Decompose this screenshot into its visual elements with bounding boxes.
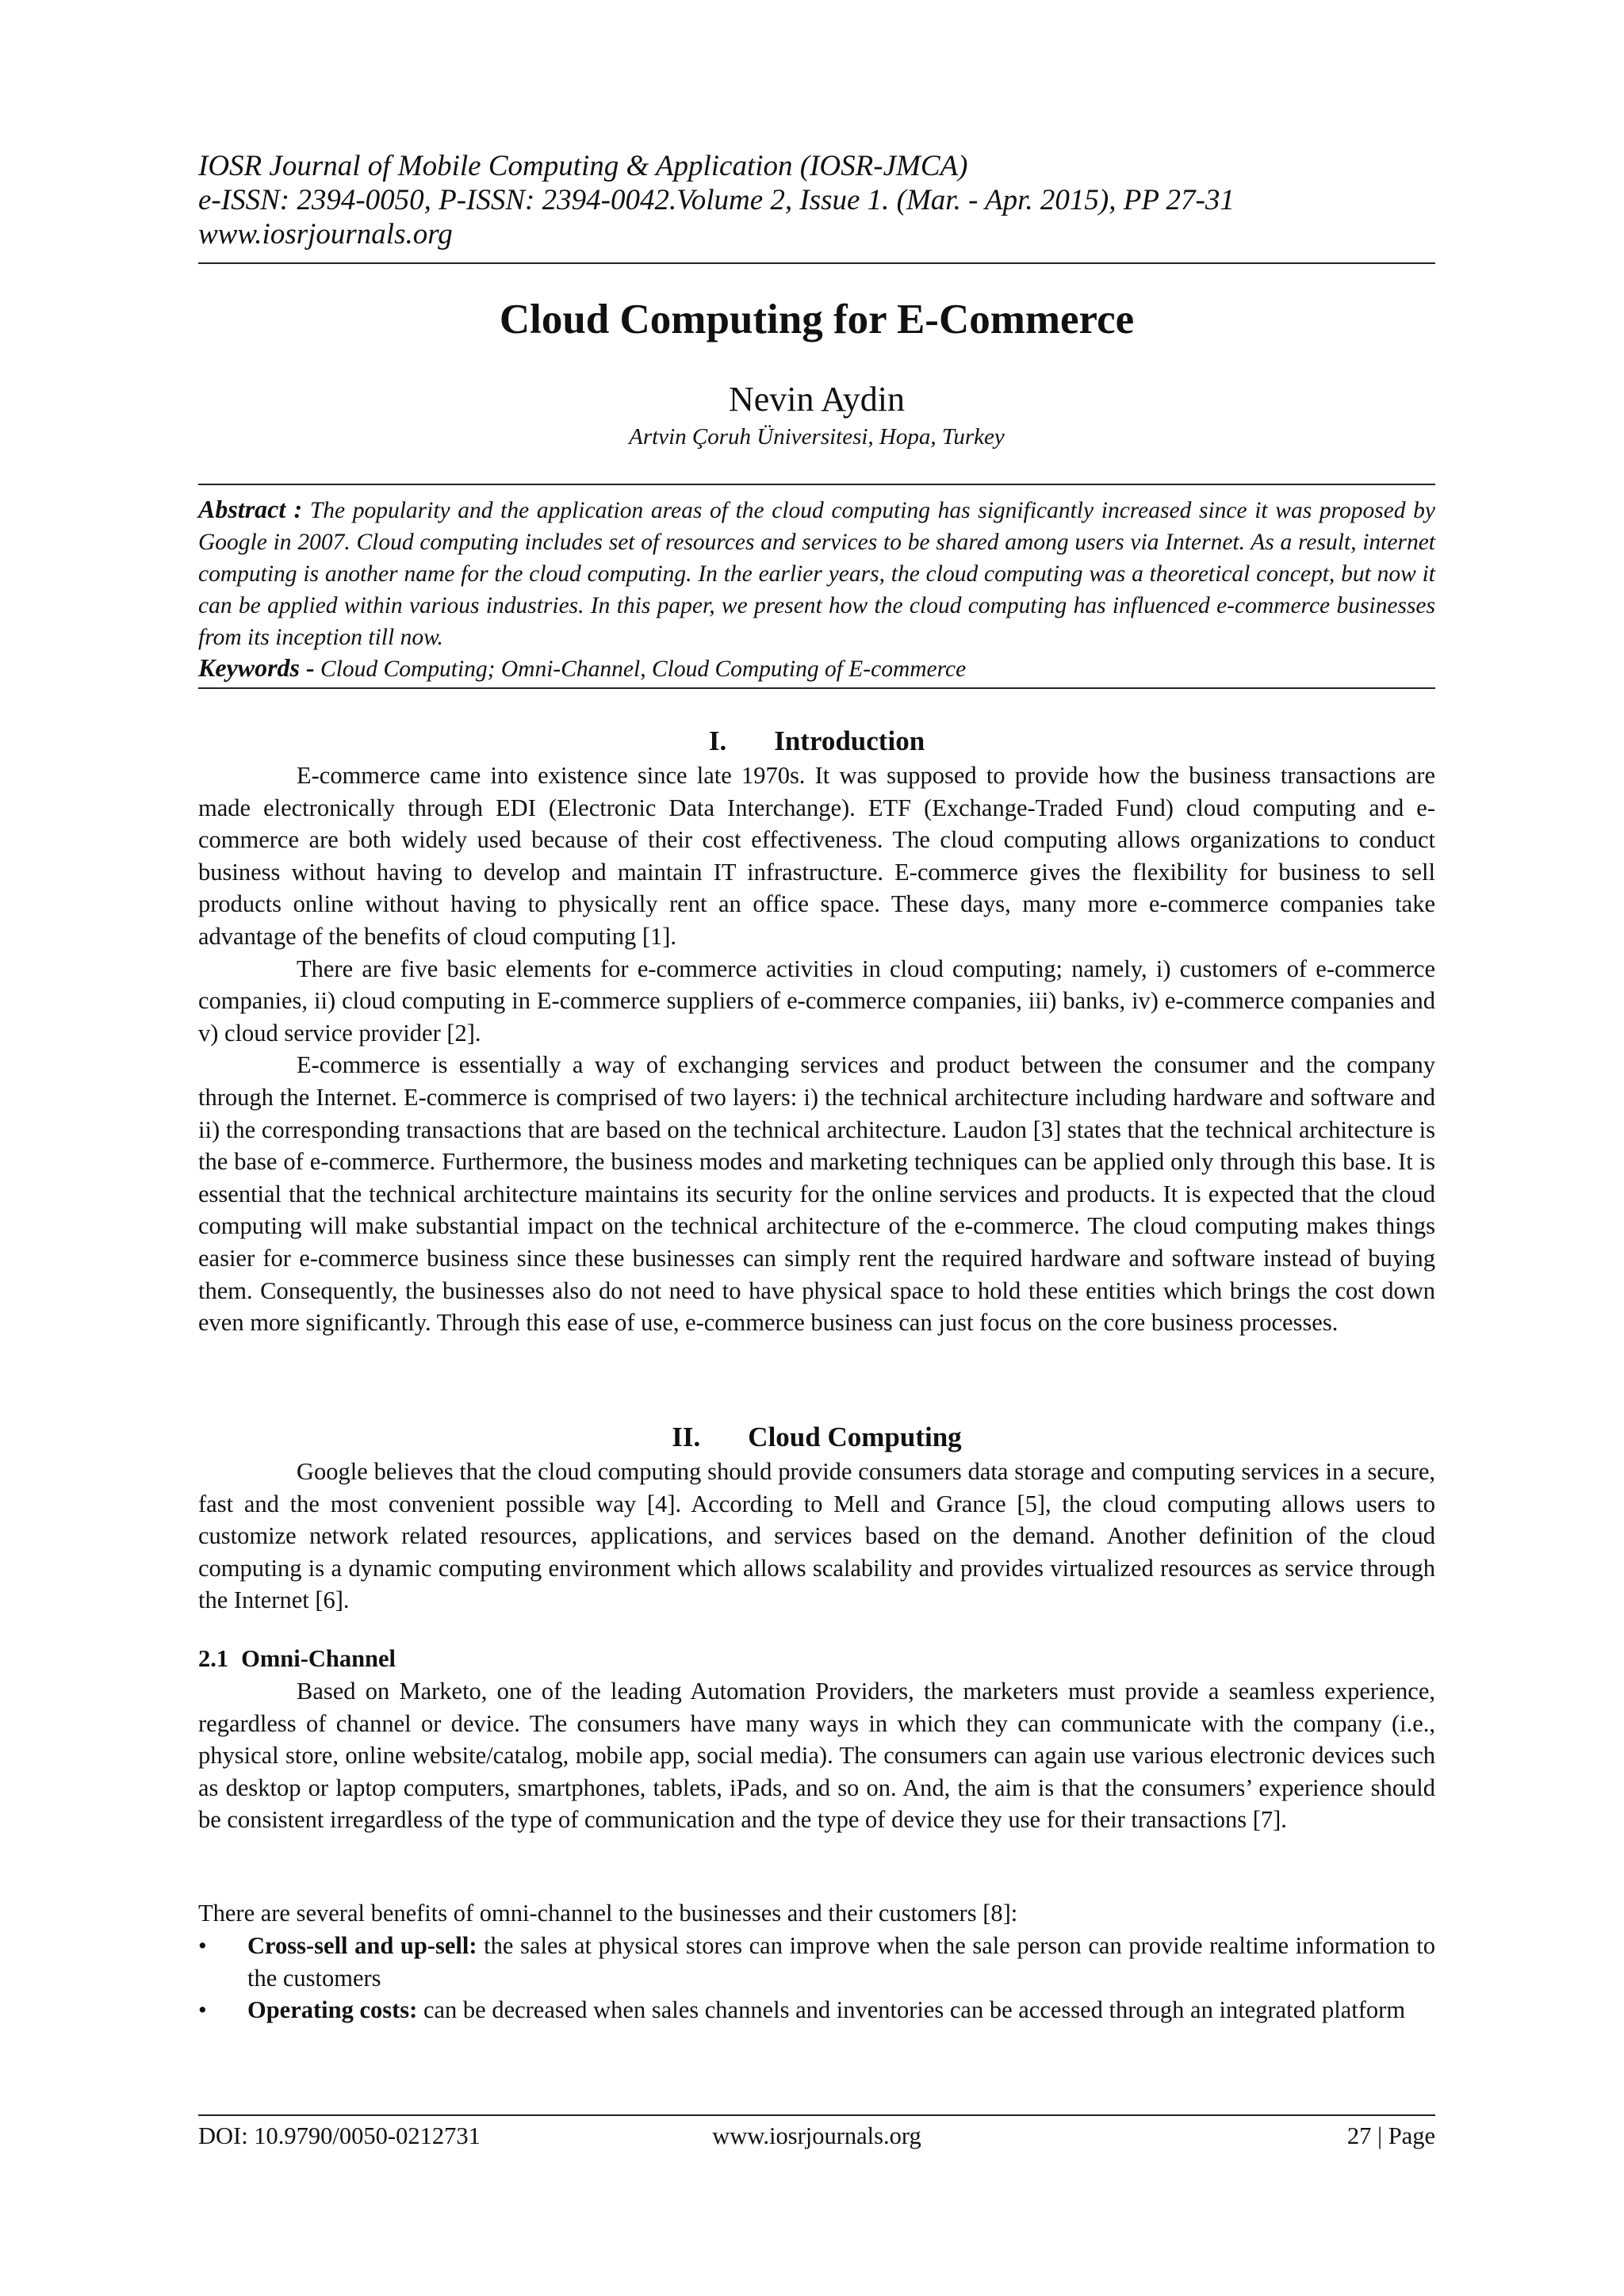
bullet-icon: •	[198, 1996, 207, 2024]
subsection-heading-omni-channel	[198, 1643, 1435, 1674]
bullet-text: can be decreased when sales channels and inventories can be accessed through an integrated platform	[417, 1996, 1406, 2024]
subsection-number: 2.1	[198, 1645, 229, 1672]
section-title: Introduction	[774, 725, 925, 756]
journal-header	[198, 149, 1435, 251]
section-number: I.	[708, 725, 727, 756]
paragraph: E-commerce came into existence since late 1970s. It was supposed to provide how the business transactions are made electronically through EDI (Electronic Data Interchange). ETF (Exchange-Traded Fund) cloud computing and e-commerce are both widely used because of their cost effectiveness. The cloud computing allows organizations to conduct business without having to develop and maintain IT infrastructure. E-commerce gives the flexibility for business to sell products online without having to physically rent an office space. These days, many more e-commerce companies take advantage of the benefits of cloud computing [1].	[198, 762, 1435, 950]
paper-title: Cloud Computing for E-Commerce	[499, 297, 1135, 342]
doi: DOI: 10.9790/0050-0212731	[198, 2122, 481, 2149]
paragraph: There are five basic elements for e-commerce activities in cloud computing; namely, i) customers of e-commerce companies, ii) cloud computing in E-commerce suppliers of e-commerce companies, iii) banks, iv) e-commerce companies and v) cloud service provider [2].	[198, 955, 1435, 1047]
cloud-computing-body	[198, 1456, 1435, 1617]
bullet-term: Operating costs:	[247, 1996, 418, 2024]
bullet-term: Cross-sell and up-sell:	[247, 1932, 477, 1959]
author-affiliation: Artvin Çoruh Üniversitesi, Hopa, Turkey	[629, 424, 1005, 450]
section-title: Cloud Computing	[748, 1422, 962, 1452]
paragraph: E-commerce is essentially a way of exchanging services and product between the consumer and the company through the Internet. E-commerce is comprised of two layers: i) the technical architecture including hardware and software and ii) the corresponding transactions that are based on the technical architecture. Laudon [3] states that the technical architecture is the base of e-commerce. Furthermore, the business modes and marketing techniques can be applied only through this base. It is essential that the technical architecture maintains its security for the online services and products. It is expected that the cloud computing will make substantial impact on the technical architecture of the e-commerce. The cloud computing makes things easier for e-commerce business since these businesses can simply rent the required hardware and software instead of buying them. Consequently, the businesses also do not need to have physical space to hold these entities which brings the cost down even more significantly. Through this ease of use, e-commerce business can just focus on the core business processes.	[198, 1051, 1435, 1337]
abstract-label: Abstract :	[198, 495, 303, 523]
abstract-text: The popularity and the application areas of the cloud computing has significantly increased since it was proposed by Google in 2007. Cloud computing includes set of resources and services to be shared among users via Internet. As a result, internet computing is another name for the cloud computing. In the earlier years, the cloud computing was a theoretical concept, but now it can be applied within various industries. In this paper, we present how the cloud computing has influenced e-commerce businesses from its inception till now.	[198, 498, 1436, 650]
keywords-label: Keywords -	[198, 653, 315, 682]
list-item	[198, 1994, 1435, 2026]
bullet-text: the sales at physical stores can improve when the sale person can provide realtime information to the customers	[247, 1932, 1435, 1992]
list-item	[198, 1930, 1435, 1994]
introduction-body	[198, 760, 1435, 1339]
abstract-top-rule	[198, 484, 1435, 485]
section-heading-cloud-computing	[198, 1421, 1435, 1454]
paragraph: Based on Marketo, one of the leading Automation Providers, the marketers must provide a seamless experience, regardless of channel or device. The consumers have many ways in which they can communicate with the company (i.e., physical store, online website/catalog, mobile app, social media). The consumers can again use various electronic devices such as desktop or laptop computers, smartphones, tablets, iPads, and so on. And, the aim is that the consumers’ experience should be consistent irregardless of the type of communication and the type of device they use for their transactions [7].	[198, 1678, 1435, 1834]
section-number: II.	[672, 1422, 701, 1452]
benefits-intro: There are several benefits of omni-channel to the businesses and their customers [8]:	[198, 1900, 1018, 1927]
keywords	[198, 652, 1435, 685]
benefits-list	[198, 1930, 1435, 2026]
page-content	[198, 0, 1435, 2296]
paragraph: Google believes that the cloud computing should provide consumers data storage and computing services in a secure, fast and the most convenient possible way [4]. According to Mell and Grance [5], the cloud computing allows users to customize network related resources, applications, and services based on the demand. Another definition of the cloud computing is a dynamic computing environment which allows scalability and provides virtualized resources as service through the Internet [6].	[198, 1458, 1435, 1614]
author-name: Nevin Aydin	[728, 380, 906, 419]
page-number: 27 | Page	[1346, 2122, 1435, 2149]
section-heading-introduction	[198, 725, 1435, 758]
abstract	[198, 493, 1435, 653]
footer-rule	[198, 2114, 1435, 2116]
abstract-bottom-rule	[198, 687, 1435, 689]
footer-website: www.iosrjournals.org	[712, 2122, 921, 2149]
omni-channel-body	[198, 1675, 1435, 1836]
bullet-icon: •	[198, 1932, 207, 1959]
issn-line: e-ISSN: 2394-0050, P-ISSN: 2394-0042.Volume 2, Issue 1. (Mar. - Apr. 2015), PP 27-31	[198, 184, 1235, 216]
journal-website: www.iosrjournals.org	[198, 218, 453, 251]
header-rule	[198, 262, 1435, 264]
keywords-text: Cloud Computing; Omni-Channel, Cloud Computing of E-commerce	[320, 656, 967, 682]
journal-name: IOSR Journal of Mobile Computing & Application (IOSR-JMCA)	[198, 150, 968, 182]
subsection-title: Omni-Channel	[241, 1645, 396, 1672]
